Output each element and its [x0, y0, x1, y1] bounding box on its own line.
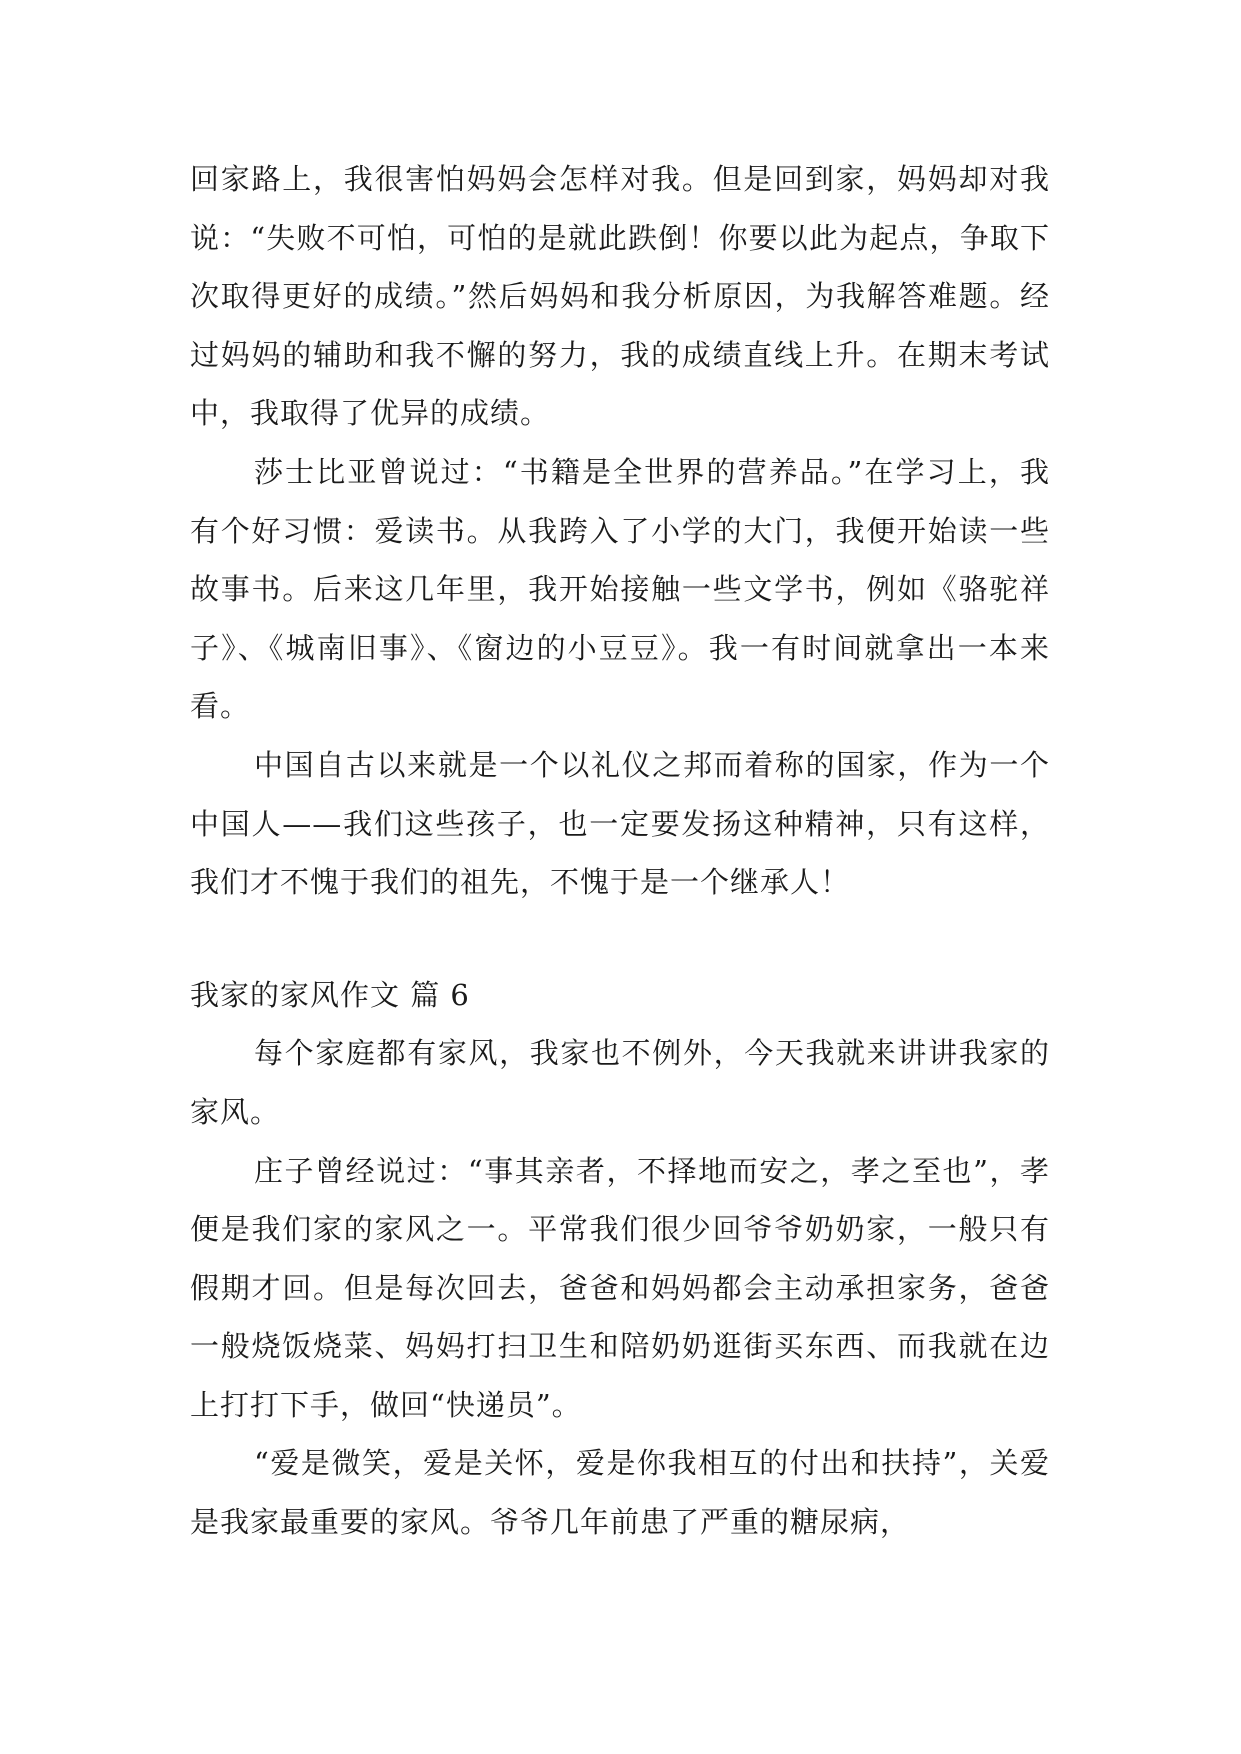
paragraph-etiquette: 中国自古以来就是一个以礼仪之邦而着称的国家，作为一个中国人——我们这些孩子，也一定要发扬这种精神，只有这样，我们才不愧于我们的祖先，不愧于是一个继承人！ — [190, 747, 1050, 900]
document-page — [190, 150, 1050, 1552]
paragraph-care-love: “爱是微笑，爱是关怀，爱是你我相互的付出和扶持”，关爱是我家最重要的家风。爷爷几年前患了严重的糖尿病， — [190, 1446, 1050, 1540]
section-heading: 我家的家风作文 篇 6 — [190, 977, 470, 1012]
paragraph-reading-habit: 莎士比亚曾说过：“书籍是全世界的营养品。”在学习上，我有个好习惯：爱读书。从我跨入了小学的大门，我便开始读一些故事书。后来这几年里，我开始接触一些文学书，例如《骆驼祥子》、《城南旧事》、《窗边的小豆豆》。我一有时间就拿出一本来看。 — [190, 454, 1050, 724]
paragraph-family-tradition-intro: 每个家庭都有家风，我家也不例外，今天我就来讲讲我家的家风。 — [190, 1036, 1050, 1129]
paragraph-homecoming: 回家路上，我很害怕妈妈会怎样对我。但是回到家，妈妈却对我说：“失败不可怕，可怕的是就此跌倒！你要以此为起点，争取下次取得更好的成绩。”然后妈妈和我分析原因，为我解答难题。经过妈妈的辅助和我不懈的努力，我的成绩直线上升。在期末考试中，我取得了优异的成绩。 — [190, 162, 1050, 431]
paragraph-filial-piety: 庄子曾经说过：“事其亲者，不择地而安之，孝之至也”，孝便是我们家的家风之一。平常我们很少回爷爷奶奶家，一般只有假期才回。但是每次回去，爸爸和妈妈都会主动承担家务，爸爸一般烧饭烧菜、妈妈打扫卫生和陪奶奶逛街买东西、而我就在边上打打下手，做回“快递员”。 — [190, 1153, 1050, 1422]
